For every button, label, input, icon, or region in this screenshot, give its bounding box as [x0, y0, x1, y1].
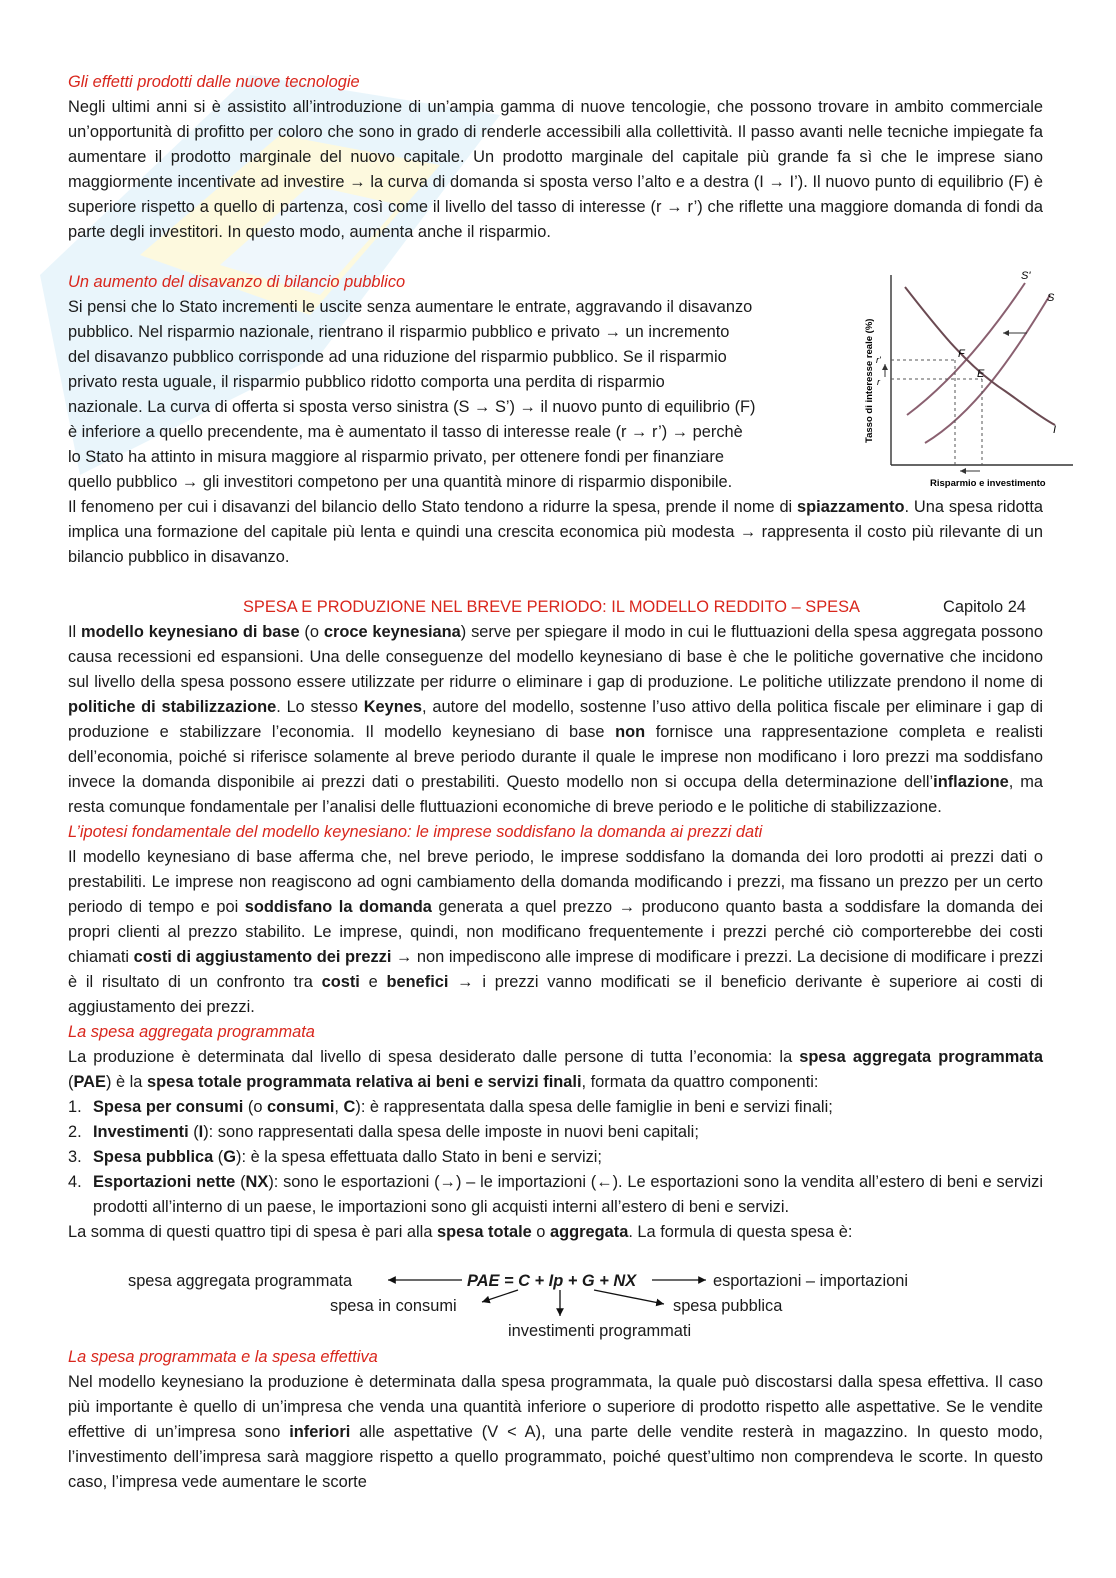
crowding-term: spiazzamento: [797, 498, 905, 516]
deficit-line: Si pensi che lo Stato incrementi le uscite senza aumentare le entrate, aggravando il disavanzo: [68, 298, 753, 316]
chapter-number: Capitolo 24: [943, 598, 1026, 616]
term: Esportazioni nette: [93, 1173, 236, 1191]
pae-components-list: [68, 1095, 1043, 1220]
label-F: F: [958, 348, 965, 360]
heading-new-technologies: Gli effetti prodotti dalle nuove tecnologie: [68, 73, 360, 91]
formula-arrows: [380, 1268, 720, 1324]
paragraph-pae: [68, 1045, 1043, 1095]
deficit-line: lo Stato ha attinto in misura maggiore al risparmio privato, per ottenere fondi per finanziare: [68, 448, 724, 466]
term-pae-definition: spesa totale programmata relativa ai beni e servizi finali: [146, 1073, 582, 1091]
heading-planned-vs-actual: La spesa programmata e la spesa effettiva: [68, 1348, 378, 1366]
paragraph-total-spending: [68, 1220, 1043, 1245]
text: fornisce una rappresentazione completa e realisti dell’economia, poiché si riferisce solamente al breve periodo durante il quale le imprese non modificano i loro prezzi ma soddisfano invece la domanda disponibile ai prezzi dati o prestabiliti. Questo modello non si occupa della determinazione dell’: [68, 723, 1043, 791]
chapter-title: SPESA E PRODUZIONE NEL BREVE PERIODO: IL MODELLO REDDITO – SPESA: [243, 598, 860, 616]
paragraph-public-deficit: [68, 295, 840, 495]
paragraph-keynesian-model: [68, 620, 1043, 820]
text: . La formula di questa spesa è:: [628, 1223, 853, 1241]
text: e: [359, 973, 387, 991]
section-planned-vs-actual: [68, 1345, 1043, 1495]
label-I: I: [1053, 424, 1057, 436]
text: generata a quel prezzo → producono quanto basta a soddisfare la domanda dei propri clienti al prezzo stabilito. Le imprese, quindi, non modificano frequentemente i prezzi perché ciò comporterebbe dei costi chiamati: [68, 898, 1043, 966]
term-costs: costi: [321, 973, 360, 991]
heading-fundamental-hypothesis: L’ipotesi fondamentale del modello keynesiano: le imprese soddisfano la domanda ai prezzi dati: [68, 823, 763, 841]
savings-investment-chart: [855, 265, 1080, 495]
term: Spesa pubblica: [93, 1148, 214, 1166]
term-pae: spesa aggregata programmata: [799, 1048, 1043, 1066]
text: → non impediscono alle imprese di modificare i prezzi. La decisione di modificare i prezzi è il risultato di un confronto tra: [68, 948, 1043, 991]
list-number: 4.: [68, 1173, 82, 1191]
paragraph-planned-vs-actual: [68, 1370, 1043, 1495]
text: ): sono le esportazioni (→) – le importazioni (←). Le esportazioni sono la vendita all’estero di beni e servizi prodotti all’interno di un paese, le importazioni sono gli acquisti interni all’estero di beni e servizi.: [93, 1173, 1043, 1216]
list-item: [68, 1145, 1043, 1170]
deficit-line: nazionale. La curva di offerta si sposta verso sinistra (S → S’) → il nuovo punto di equilibrio (F): [68, 398, 756, 416]
text: La produzione è determinata dal livello di spesa desiderato dalle persone di tutta l’economia: la: [68, 1048, 800, 1066]
list-number: 2.: [68, 1123, 82, 1141]
term-total-spending: spesa totale: [437, 1223, 532, 1241]
section-new-technologies: [68, 70, 1043, 245]
tick-r-prime: r': [876, 355, 881, 365]
list-item: [68, 1120, 1043, 1145]
text: o: [531, 1223, 550, 1241]
text: ): è la spesa effettuata dallo Stato in beni e servizi;: [236, 1148, 602, 1166]
x-axis-label: Risparmio e investimento: [930, 478, 1046, 489]
text: → i prezzi vanno modificati se il beneficio derivante è superiore ai costi di aggiustamento dei prezzi.: [68, 973, 1043, 1016]
text: ): è rappresentata dalla spesa delle famiglie in beni e servizi finali;: [355, 1098, 833, 1116]
text: ) serve per spiegare il modo in cui le fluttuazioni della spesa aggregata possono causa recessioni ed espansioni. Una delle conseguenze del modello keynesiano di base è che le politiche governative che incidono sul livello della spesa possono essere utilizzate per ridurre o eliminare i gap di produzione. Le politiche utilizzate prendono il nome di: [68, 623, 1043, 691]
text: , ma resta comunque fondamentale per l’analisi delle fluttuazioni economiche di breve periodo e le politiche di stabilizzazione.: [68, 773, 1043, 816]
term-keynes: Keynes: [363, 698, 423, 716]
term-keynesian-cross: croce keynesiana: [323, 623, 461, 641]
term-non: non: [615, 723, 646, 741]
deficit-line: del disavanzo pubblico corrisponde ad una riduzione del risparmio pubblico. Se il risparmio: [68, 348, 727, 366]
term-pae-abbr: PAE: [73, 1073, 106, 1091]
term-benefits: benefici: [386, 973, 449, 991]
text: (: [68, 1073, 74, 1091]
text: ): sono rappresentati dalla spesa delle imposte in nuovi beni capitali;: [203, 1123, 699, 1141]
label-S: S: [1047, 292, 1055, 304]
text: (o: [299, 623, 324, 641]
text: (: [235, 1173, 246, 1191]
term: consumi: [267, 1098, 335, 1116]
term-satisfy-demand: soddisfano la domanda: [244, 898, 432, 916]
term: NX: [245, 1173, 269, 1191]
term: Investimenti: [93, 1123, 189, 1141]
term-menu-costs: costi di aggiustamento dei prezzi: [133, 948, 392, 966]
text: (o: [243, 1098, 267, 1116]
text: (: [188, 1123, 199, 1141]
term: Spesa per consumi: [93, 1098, 244, 1116]
paragraph-new-technologies: Negli ultimi anni si è assistito all’introduzione di un’ampia gamma di nuove tencologie, che possono trovare in ambito commerciale un’opportunità di profitto per coloro che sono in grado di renderle accessibili alla collettività. Il passo avanti nelle tecniche impiegate fa aumentare il prodotto marginale del nuovo capitale. Un prodotto marginale del capitale più grande fa sì che le imprese siano maggiormente incentivate ad investire → la curva di domanda si sposta verso l’alto e a destra (I → I’). Il nuovo punto di equilibrio (F) è superiore rispetto a quello di partenza, così come il livello del tasso di interesse (r → r’) che riflette una maggiore domanda di fondi da parte degli investitori. In questo modo, aumenta anche il risparmio.: [68, 98, 1043, 241]
curve-S-prime: [907, 283, 1025, 415]
arrow-consumption-icon: [482, 1290, 518, 1302]
text: Il: [68, 623, 82, 641]
text: (: [213, 1148, 224, 1166]
text: ,: [334, 1098, 344, 1116]
list-item: [68, 1170, 1043, 1220]
term: C: [343, 1098, 356, 1116]
tick-r: r: [877, 377, 880, 387]
list-number: 3.: [68, 1148, 82, 1166]
deficit-line: quello pubblico → gli investitori competono per una quantità minore di risparmio disponibile.: [68, 473, 733, 491]
formula-right-label: esportazioni – importazioni: [713, 1272, 908, 1290]
deficit-line: è inferiore a quello precendente, ma è aumentato il tasso di interesse reale (r → r’) → perchè: [68, 423, 743, 441]
list-number: 1.: [68, 1098, 82, 1116]
term: G: [223, 1148, 236, 1166]
text: alle aspettative (V < A), una parte delle vendite resterà in magazzino. In questo modo, l’investimento dell’impresa sarà maggiore rispetto a quello programmato, poiché quest’ultimo non comprendeva le scorte. In questo caso, l’impresa vede aumentare le scorte: [68, 1423, 1043, 1491]
y-axis-label: Tasso di interesse reale (%): [864, 318, 875, 443]
text: Il modello keynesiano di base afferma che, nel breve periodo, le imprese soddisfano la domanda dei loro prodotti ai prezzi dati o prestabiliti. Le imprese non reagiscono ad ogni cambiamento della domanda modificando i prezzi, ma fissano un prezzo per un certo periodo di tempo e poi: [68, 848, 1043, 916]
text: , formata da quattro componenti:: [581, 1073, 819, 1091]
deficit-line: pubblico. Nel risparmio nazionale, rientrano il risparmio pubblico e privato → un incremento: [68, 323, 730, 341]
term-inflation: inflazione: [933, 773, 1009, 791]
term-keynesian-model: modello keynesiano di base: [81, 623, 300, 641]
text: . Lo stesso: [276, 698, 364, 716]
term-stabilization-policies: politiche di stabilizzazione: [68, 698, 277, 716]
formula-investment-label: investimenti programmati: [508, 1322, 692, 1340]
formula-consumption-label: spesa in consumi: [330, 1297, 457, 1315]
label-S-prime: S': [1021, 270, 1031, 282]
list-item: [68, 1095, 1043, 1120]
term-aggregate: aggregata: [549, 1223, 629, 1241]
arrow-public-spending-icon: [594, 1290, 664, 1304]
term-lower: inferiori: [289, 1423, 351, 1441]
paragraph-crowding-out: [68, 495, 1043, 570]
label-E: E: [977, 368, 985, 380]
crowding-text: Il fenomeno per cui i disavanzi del bilancio dello Stato tendono a ridurre la spesa, prende il nome di: [68, 498, 798, 516]
crowding-text: . Una spesa ridotta implica una formazione del capitale più lenta e quindi una crescita economica più modesta → rappresenta il costo più rilevante di un bilancio pubblico in disavanzo.: [68, 498, 1043, 566]
text: La somma di questi quattro tipi di spesa è pari alla: [68, 1223, 437, 1241]
text: ) è la: [105, 1073, 147, 1091]
paragraph-fundamental-hypothesis: [68, 845, 1043, 1020]
curve-S: [925, 295, 1050, 443]
heading-planned-aggregate-expenditure: La spesa aggregata programmata: [68, 1023, 315, 1041]
formula-public-spending-label: spesa pubblica: [673, 1297, 783, 1315]
formula-center: PAE = C + Ip + G + NX: [467, 1272, 637, 1290]
deficit-line: privato resta uguale, il risparmio pubblico ridotto comporta una perdita di risparmio: [68, 373, 665, 391]
text: , autore del modello, sostenne l’uso attivo della politica fiscale per eliminare i gap di produzione e stabilizzare l’economia. Il modello keynesiano di base: [68, 698, 1044, 741]
term: I: [198, 1123, 204, 1141]
section-keynesian-model: [68, 620, 1043, 1245]
text: Nel modello keynesiano la produzione è determinata dalla spesa programmata, la quale può discostarsi dalla spesa effettiva. Il caso più importante è quello di un’impresa che venda una quantità inferiore o superiore di prodotto rispetto alle aspettative. Se le vendite effettive di un’impresa sono: [68, 1373, 1043, 1441]
curve-I: [905, 287, 1055, 425]
heading-public-deficit: Un aumento del disavanzo di bilancio pubblico: [68, 273, 406, 291]
formula-left-label: spesa aggregata programmata: [128, 1272, 353, 1290]
